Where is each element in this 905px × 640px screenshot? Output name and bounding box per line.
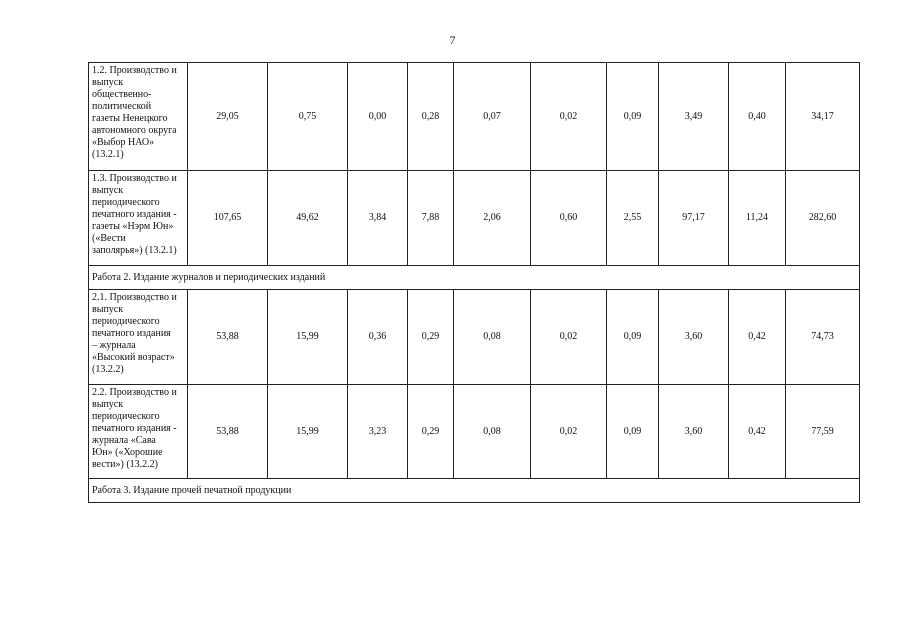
value-cell: 53,88	[188, 385, 268, 479]
value-cell: 15,99	[268, 385, 348, 479]
value-cell: 0,02	[531, 290, 607, 385]
value-cell: 34,17	[786, 63, 860, 171]
value-cell: 0,07	[454, 63, 531, 171]
value-cell: 0,60	[531, 171, 607, 266]
value-cell: 97,17	[659, 171, 729, 266]
value-cell: 0,28	[408, 63, 454, 171]
value-cell: 0,09	[607, 385, 659, 479]
item-name: 1.2. Производство и выпуск общественно- политической газеты Ненецкого автономного округа «Выбор НАО» (13.2.1)	[92, 65, 177, 160]
value-cell: 0,75	[268, 63, 348, 171]
table-row	[89, 290, 860, 385]
value-cell: 74,73	[786, 290, 860, 385]
value-cell: 7,88	[408, 171, 454, 266]
value-cell: 3,49	[659, 63, 729, 171]
item-name: 2.1. Производство и выпуск периодического печатного издания – журнала «Высокий возраст» (13.2.2)	[92, 292, 177, 375]
table-row	[89, 171, 860, 266]
item-name-cell	[89, 171, 188, 266]
value-cell: 107,65	[188, 171, 268, 266]
item-name-cell	[89, 63, 188, 171]
value-cell: 29,05	[188, 63, 268, 171]
page-number: 7	[449, 33, 456, 47]
value-cell: 0,00	[348, 63, 408, 171]
value-cell: 0,09	[607, 290, 659, 385]
value-cell: 0,02	[531, 385, 607, 479]
item-name-cell	[89, 290, 188, 385]
item-name: 2.2. Производство и выпуск периодического печатного издания - журнала «Сава Юн» («Хорошие вести») (13.2.2)	[92, 387, 177, 470]
value-cell: 2,06	[454, 171, 531, 266]
value-cell: 0,08	[454, 290, 531, 385]
section-row	[89, 479, 860, 503]
table-row	[89, 63, 860, 171]
item-name-cell	[89, 385, 188, 479]
table-row	[89, 385, 860, 479]
budget-table	[88, 62, 860, 503]
value-cell: 3,23	[348, 385, 408, 479]
value-cell: 0,08	[454, 385, 531, 479]
value-cell: 3,60	[659, 290, 729, 385]
section-row	[89, 266, 860, 290]
value-cell: 0,02	[531, 63, 607, 171]
value-cell: 0,42	[729, 385, 786, 479]
section-title: Работа 3. Издание прочей печатной продукции	[89, 479, 860, 503]
value-cell: 77,59	[786, 385, 860, 479]
value-cell: 15,99	[268, 290, 348, 385]
value-cell: 3,84	[348, 171, 408, 266]
value-cell: 11,24	[729, 171, 786, 266]
value-cell: 0,40	[729, 63, 786, 171]
value-cell: 53,88	[188, 290, 268, 385]
value-cell: 282,60	[786, 171, 860, 266]
value-cell: 0,09	[607, 63, 659, 171]
value-cell: 2,55	[607, 171, 659, 266]
value-cell: 0,29	[408, 290, 454, 385]
value-cell: 0,29	[408, 385, 454, 479]
section-title: Работа 2. Издание журналов и периодических изданий	[89, 266, 860, 290]
value-cell: 49,62	[268, 171, 348, 266]
value-cell: 0,42	[729, 290, 786, 385]
item-name: 1.3. Производство и выпуск периодического печатного издания - газеты «Нэрм Юн» («Вести заполярья») (13.2.1)	[92, 173, 177, 256]
value-cell: 3,60	[659, 385, 729, 479]
value-cell: 0,36	[348, 290, 408, 385]
